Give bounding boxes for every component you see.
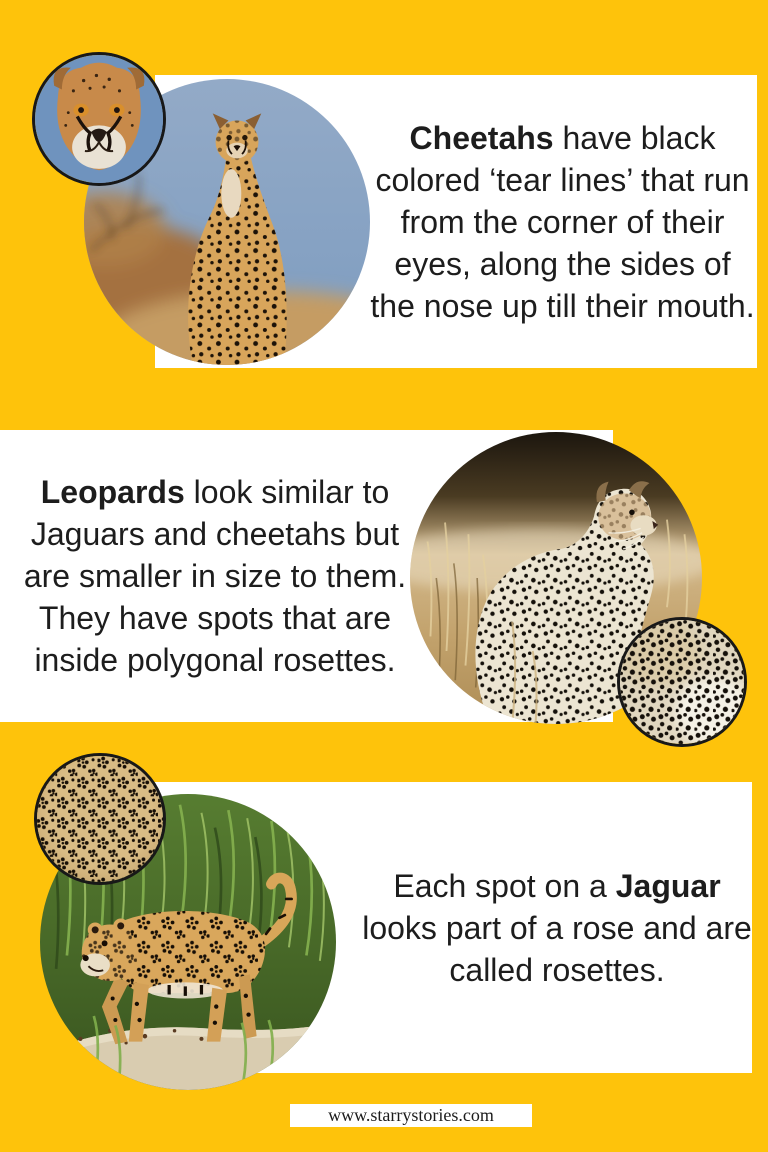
cheetah-bold-word: Cheetahs	[409, 119, 554, 156]
cheetah-text: have black colored ‘tear lines’ that run from the corner of their eyes, along the sides of the nose up till their mouth.	[370, 119, 755, 324]
leopard-caption	[5, 430, 425, 722]
jaguar-text-end: looks part of a rose and are called rosettes.	[362, 909, 752, 988]
leopard-spots-closeup-photo	[617, 617, 747, 747]
jaguar-bold-word: Jaguar	[615, 867, 721, 904]
cheetah-caption	[368, 75, 757, 368]
jaguar-caption	[362, 782, 752, 1073]
leopard-text: look similar to Jaguars and cheetahs but are smaller in size to them. They have spots that are inside polygonal rosettes.	[23, 474, 407, 678]
leopard-bold-word: Leopards	[40, 474, 185, 510]
jaguar-text-start: Each spot on a	[393, 867, 616, 904]
jaguar-rosettes-closeup-photo	[34, 753, 166, 885]
website-url-box	[290, 1104, 532, 1127]
website-url: www.starrystories.com	[328, 1105, 494, 1125]
cheetah-face-closeup-photo	[32, 52, 166, 186]
